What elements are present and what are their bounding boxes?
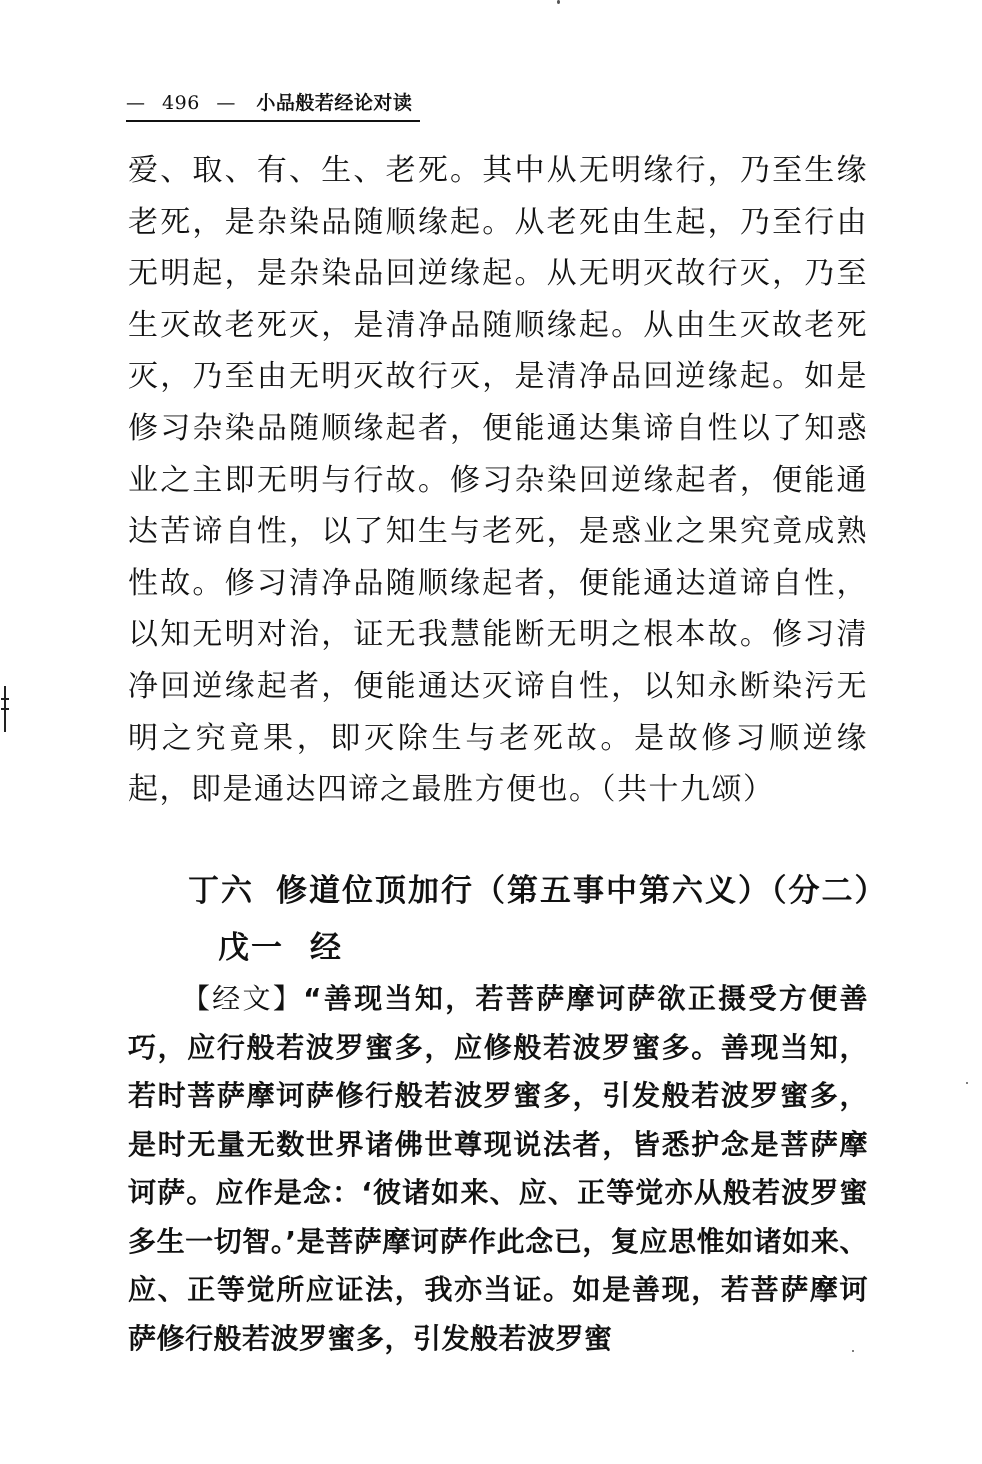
scan-speck — [852, 1350, 854, 1352]
book-title: 小品般若经论对读 — [256, 92, 413, 114]
running-header — [126, 90, 420, 122]
scan-speck — [557, 0, 560, 4]
section-heading-label: 丁六 — [188, 873, 254, 909]
page-number: 496 — [162, 92, 200, 114]
sutra-text: “善现当知，若菩萨摩诃萨欲正摄受方便善巧，应行般若波罗蜜多，应修般若波罗蜜多。善现当知，若时菩萨摩诃萨修行般若波罗蜜多，引发般若波罗蜜多，是时无量无数世界诸佛世尊现说法者，皆悉护念是菩萨摩诃萨。应作是念：‘彼诸如来、应、正等觉亦从般若波罗蜜多生一切智。’是菩萨摩诃萨作此念已，复应思惟如诸如来、应、正等觉所应证法，我亦当证。如是善现，若菩萨摩诃萨修行般若波罗蜜多，引发般若波罗蜜 — [128, 982, 868, 1355]
section-heading — [188, 865, 888, 910]
scan-speck — [966, 1082, 968, 1084]
header-dash-left: — — [126, 92, 146, 114]
sutra-passage — [128, 975, 868, 1363]
header-dash-right: — — [216, 92, 236, 114]
sub-heading-title: 经 — [310, 930, 343, 966]
commentary-paragraph: 爱、取、有、生、老死。其中从无明缘行，乃至生缘老死，是杂染品随顺缘起。从老死由生起，乃至行由无明起，是杂染品回逆缘起。从无明灭故行灭，乃至生灭故老死灭，是清净品随顺缘起。从由生灭故老死灭，乃至由无明灭故行灭，是清净品回逆缘起。如是修习杂染品随顺缘起者，便能通达集谛自性以了知惑业之主即无明与行故。修习杂染回逆缘起者，便能通达苦谛自性，以了知生与老死，是惑业之果究竟成熟性故。修习清净品随顺缘起者，便能通达道谛自性，以知无明对治，证无我慧能断无明之根本故。修习清净回逆缘起者，便能通达灭谛自性，以知永断染污无明之究竟果，即灭除生与老死故。是故修习顺逆缘起，即是通达四谛之最胜方便也。（共十九颂） — [128, 153, 868, 808]
sutra-label: 【经文】 — [180, 982, 304, 1015]
sub-heading — [218, 922, 343, 967]
section-heading-title: 修道位顶加行（第五事中第六义）（分二） — [276, 873, 888, 909]
scan-margin-mark — [1, 686, 9, 732]
sub-heading-label: 戊一 — [218, 930, 284, 966]
